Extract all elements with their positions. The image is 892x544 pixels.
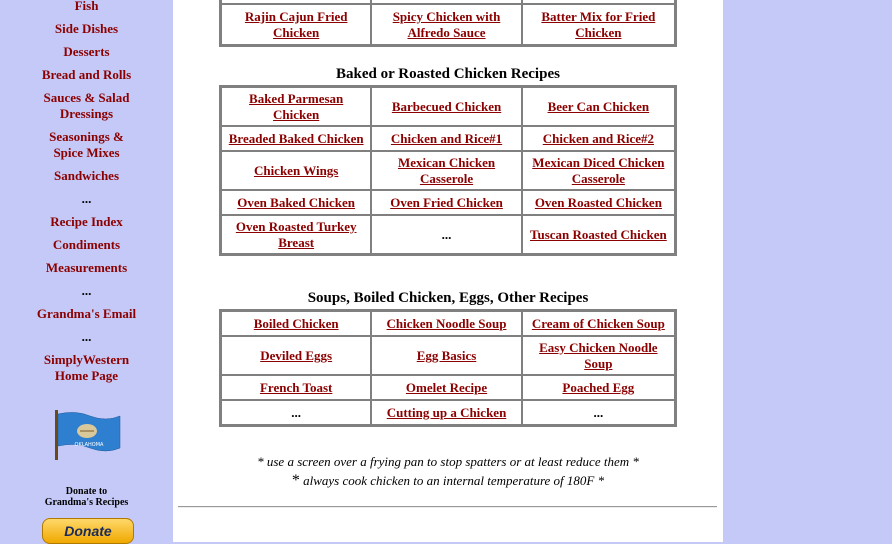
table-cell bbox=[522, 126, 675, 151]
recipe-link[interactable]: Mexican Chicken Casserole bbox=[397, 154, 496, 186]
table-cell bbox=[371, 87, 521, 126]
table-cell bbox=[221, 400, 371, 425]
baked-chicken-table bbox=[219, 85, 677, 256]
divider bbox=[178, 506, 717, 508]
table-cell bbox=[522, 311, 675, 336]
table-cell bbox=[221, 311, 371, 336]
recipe-link[interactable]: Batter Mix for Fried Chicken bbox=[541, 8, 656, 40]
table-cell bbox=[371, 126, 521, 151]
recipe-link[interactable]: Egg Basics bbox=[416, 347, 477, 363]
recipe-link[interactable]: Beer Can Chicken bbox=[547, 98, 650, 114]
cooking-note: * use a screen over a frying pan to stop spatters or at least reduce them * bbox=[257, 454, 639, 469]
sidebar-link-sauces[interactable] bbox=[0, 90, 173, 122]
section-heading-baked: Baked or Roasted Chicken Recipes bbox=[336, 66, 560, 82]
sidebar-link-home[interactable] bbox=[0, 352, 173, 384]
oklahoma-flag-icon bbox=[54, 408, 122, 462]
table-cell bbox=[221, 87, 371, 126]
table-cell bbox=[522, 151, 675, 190]
sidebar-link-measurements[interactable]: Measurements bbox=[45, 260, 128, 275]
right-margin bbox=[723, 0, 892, 542]
sidebar-nav bbox=[0, 0, 173, 542]
svg-text:OKLAHOMA: OKLAHOMA bbox=[74, 442, 104, 448]
table-row bbox=[221, 87, 675, 126]
recipe-link[interactable]: Deviled Eggs bbox=[260, 347, 333, 363]
table-cell bbox=[221, 126, 371, 151]
sidebar-separator: ... bbox=[81, 191, 92, 206]
table-cell bbox=[371, 311, 521, 336]
note-text: always cook chicken to an internal temperature of 180F * bbox=[299, 473, 605, 488]
sidebar-link-bread[interactable]: Bread and Rolls bbox=[41, 67, 132, 82]
table-cell bbox=[221, 151, 371, 190]
table-body bbox=[221, 87, 675, 254]
recipe-link[interactable]: Oven Baked Chicken bbox=[237, 194, 356, 210]
recipe-link[interactable]: Easy Chicken Noodle Soup bbox=[539, 339, 658, 371]
recipe-link[interactable]: Chicken and Rice#2 bbox=[542, 130, 654, 146]
table-cell bbox=[522, 190, 675, 215]
recipe-link[interactable]: Oven Roasted Turkey Breast bbox=[235, 218, 357, 250]
table-cell bbox=[221, 190, 371, 215]
recipe-link[interactable]: Cream of Chicken Soup bbox=[531, 315, 665, 331]
table-row bbox=[221, 151, 675, 190]
sidebar-link-fish[interactable]: Fish bbox=[74, 0, 99, 13]
sidebar-label: Sauces & Salad bbox=[43, 90, 130, 105]
table-row bbox=[221, 190, 675, 215]
sidebar-separator: ... bbox=[81, 329, 92, 344]
recipe-link[interactable]: Omelet Recipe bbox=[405, 379, 488, 395]
recipe-link[interactable]: Barbecued Chicken bbox=[391, 98, 502, 114]
table-cell bbox=[221, 215, 371, 254]
sidebar-link-desserts[interactable]: Desserts bbox=[63, 44, 110, 59]
recipe-link[interactable]: Breaded Baked Chicken bbox=[228, 130, 364, 146]
sidebar-link-sandwiches[interactable]: Sandwiches bbox=[53, 168, 120, 183]
recipe-link[interactable]: Boiled Chicken bbox=[253, 315, 339, 331]
sidebar-link-seasonings[interactable] bbox=[0, 129, 173, 161]
section-heading-soups: Soups, Boiled Chicken, Eggs, Other Recipes bbox=[307, 290, 589, 306]
table-row bbox=[221, 400, 675, 425]
recipe-link[interactable]: French Toast bbox=[259, 379, 333, 395]
sidebar-label: Seasonings & bbox=[49, 129, 124, 144]
table-cell bbox=[522, 87, 675, 126]
recipe-link[interactable]: Mexican Diced Chicken Casserole bbox=[532, 154, 665, 186]
table-row bbox=[221, 126, 675, 151]
table-cell bbox=[371, 375, 521, 400]
table-cell bbox=[371, 336, 521, 375]
cooking-note bbox=[173, 472, 723, 490]
table-cell bbox=[221, 375, 371, 400]
sidebar-label: Spice Mixes bbox=[53, 145, 120, 160]
note-star: * bbox=[291, 472, 300, 489]
recipe-link[interactable]: Rajin Cajun Fried Chicken bbox=[244, 8, 348, 40]
table-cell bbox=[522, 215, 675, 254]
recipe-link[interactable]: Baked Parmesan Chicken bbox=[249, 90, 344, 122]
empty-cell-dots: ... bbox=[291, 404, 302, 420]
table-row bbox=[221, 215, 675, 254]
table-cell bbox=[371, 151, 521, 190]
sidebar-link-recipe-index[interactable]: Recipe Index bbox=[50, 214, 123, 229]
table-cell bbox=[221, 4, 371, 45]
recipe-link[interactable]: Chicken Wings bbox=[253, 162, 339, 178]
table-cell bbox=[522, 400, 675, 425]
table-cell bbox=[371, 215, 521, 254]
soups-table bbox=[219, 309, 677, 427]
sidebar-separator: ... bbox=[81, 283, 92, 298]
table-row bbox=[221, 375, 675, 400]
donate-caption-line: Donate to bbox=[65, 486, 108, 497]
recipe-link[interactable]: Oven Fried Chicken bbox=[390, 194, 503, 210]
sidebar-link-condiments[interactable]: Condiments bbox=[52, 237, 121, 252]
sidebar-link-side-dishes[interactable]: Side Dishes bbox=[54, 21, 119, 36]
recipe-link[interactable]: Cutting up a Chicken bbox=[386, 404, 507, 420]
fried-chicken-table bbox=[219, 0, 677, 47]
main-content bbox=[173, 0, 723, 542]
sidebar-label: Home Page bbox=[54, 368, 119, 383]
table-row bbox=[221, 311, 675, 336]
table-cell bbox=[371, 190, 521, 215]
sidebar-label: Dressings bbox=[59, 106, 114, 121]
donate-caption bbox=[0, 486, 173, 508]
table-row bbox=[221, 336, 675, 375]
empty-cell-dots: ... bbox=[441, 226, 452, 242]
sidebar-link-email[interactable]: Grandma's Email bbox=[36, 306, 137, 321]
recipe-link[interactable]: Oven Roasted Chicken bbox=[534, 194, 662, 210]
table-cell bbox=[522, 4, 675, 45]
table-cell bbox=[371, 400, 521, 425]
table-body bbox=[221, 311, 675, 425]
donate-button[interactable]: Donate bbox=[42, 518, 134, 544]
table-cell bbox=[371, 4, 521, 45]
table-cell bbox=[221, 336, 371, 375]
recipe-link[interactable]: Chicken Noodle Soup bbox=[386, 315, 507, 331]
empty-cell-dots: ... bbox=[593, 404, 604, 420]
recipe-link[interactable]: Tuscan Roasted Chicken bbox=[529, 226, 667, 242]
sidebar-label: SimplyWestern bbox=[43, 352, 130, 367]
table-cell bbox=[522, 336, 675, 375]
recipe-link[interactable]: Spicy Chicken with Alfredo Sauce bbox=[392, 8, 501, 40]
table-cell bbox=[522, 375, 675, 400]
donate-caption-line: Grandma's Recipes bbox=[44, 497, 129, 508]
recipe-link[interactable]: Chicken and Rice#1 bbox=[390, 130, 503, 146]
recipe-link[interactable]: Poached Egg bbox=[562, 379, 635, 395]
